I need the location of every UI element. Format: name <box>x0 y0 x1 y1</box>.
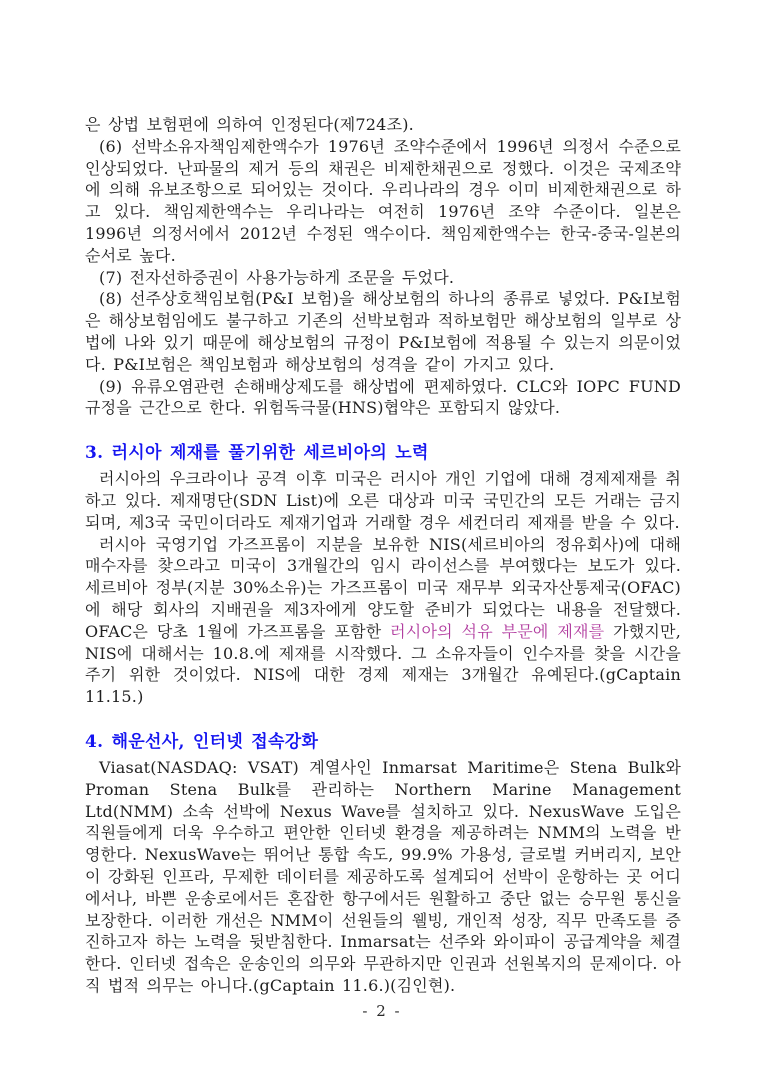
section-3-heading: 3. 러시아 제재를 풀기위한 세르비아의 노력 <box>85 443 429 464</box>
section-4-paragraph-1: Viasat(NASDAQ: VSAT) 계열사인 Inmarsat Maritime은 Stena Bulk와 Proman Stena Bulk를 관리하는 Northern Marine Management Ltd(NMM) 소속 선박에 Nexus Wave를 설치하고 있다. NexusWave 도입은 직원들에게 더욱 우수하고 편안한 인터넷 환경을 제공하려는 NMM의 노력을 반영한다. NexusWave는 뛰어난 통합 속도, 99.9% 가용성, 글로벌 커버리지, 보안이 강화된 인프라, 무제한 데이터를 제공하도록 설계되어 선박이 운항하는 곳 어디에서나, 바쁜 운송로에서든 혼잡한 항구에서든 원활하고 중단 없는 승무원 통신을 보장한다. 이러한 개선은 NMM이 선원들의 웰빙, 개인적 성장, 직무 만족도를 증진하고자 하는 노력을 뒷받침한다. Inmarsat는 선주와 와이파이 공급계약을 체결한다. 인터넷 접속은 운송인의 의무와 무관하지만 인권과 선원복지의 문제이다. 아직 법적 의무는 아니다.(gCaptain 11.6.)(김인현). <box>85 757 681 995</box>
section-3-paragraph-2-text-after: 가했지만, NIS에 대해서는 10.8.에 제재를 시작했다. 그 소유자들이 인수자를 찾을 시간을 주기 위한 것이었다. NIS에 대한 경제 제재는 3개월간 유예된다.(gCaptain 11.15.) <box>85 621 682 707</box>
section-4-heading: 4. 해운선사, 인터넷 접속강화 <box>85 731 319 752</box>
amendment-item-8: (8) 선주상호책임보험(P&I 보험)을 해상보험의 하나의 종류로 넣었다. P&I보험은 해상보험임에도 불구하고 기존의 선박보험과 적하보험만 해상보험의 일부로 상법에 나와 있기 때문에 해상보험의 규정이 P&I보험에 적용될 수 있는지 의문이었다. P&I보험은 책임보험과 해상보험의 성격을 같이 가지고 있다. <box>85 289 681 374</box>
section-3-paragraph-2 <box>85 534 681 708</box>
continuation-paragraph: 은 상법 보험편에 의하여 인정된다(제724조). <box>85 115 414 134</box>
highlighted-phrase-russia-oil-sanctions: 러시아의 석유 부문에 제재를 <box>390 621 605 641</box>
page-number: - 2 - <box>362 1002 402 1020</box>
section-3-paragraph-1: 러시아의 우크라이나 공격 이후 미국은 러시아 개인 기업에 대해 경제제재를 취하고 있다. 제재명단(SDN List)에 오른 대상과 미국 국민간의 모든 거래는 금지되며, 제3국 국민이더라도 제재기업과 거래할 경우 세컨더리 제재를 받을 수 있다. <box>85 469 681 532</box>
amendment-item-9: (9) 유류오염관련 손해배상제도를 해상법에 편제하였다. CLC와 IOPC FUND규정을 근간으로 한다. 위험독극물(HNS)협약은 포함되지 않았다. <box>85 376 681 418</box>
amendment-item-6: (6) 선박소유자책임제한액수가 1976년 조약수준에서 1996년 의정서 수준으로 인상되었다. 난파물의 제거 등의 채권은 비제한채권으로 정했다. 이것은 국제조약에 의해 유보조항으로 되어있는 것이다. 우리나라의 경우 이미 비제한채권으로 하고 있다. 책임제한액수는 우리나라는 여전히 1976년 조약 수준이다. 일본은 1996년 의정서에서 2012년 수정된 액수이다. 책임제한액수는 한국-중국-일본의 순서로 높다. <box>85 136 681 265</box>
section-3-paragraph-2-text-before: 러시아 국영기업 가즈프롬이 지분을 보유한 NIS(세르비아의 정유회사)에 대해 매수자를 찾으라고 미국이 3개월간의 임시 라이선스를 부여했다는 보도가 있다. 세르비아 정부(지분 30%소유)는 가즈프롬이 미국 재무부 외국자산통제국(OFAC)에 해당 회사의 지배권을 제3자에게 양도할 준비가 되었다는 내용을 전달했다. OFAC은 당초 1월에 가즈프롬을 포함한 <box>85 534 681 641</box>
amendment-item-7: (7) 전자선하증권이 사용가능하게 조문을 두었다. <box>99 267 455 287</box>
document-content <box>85 114 681 997</box>
